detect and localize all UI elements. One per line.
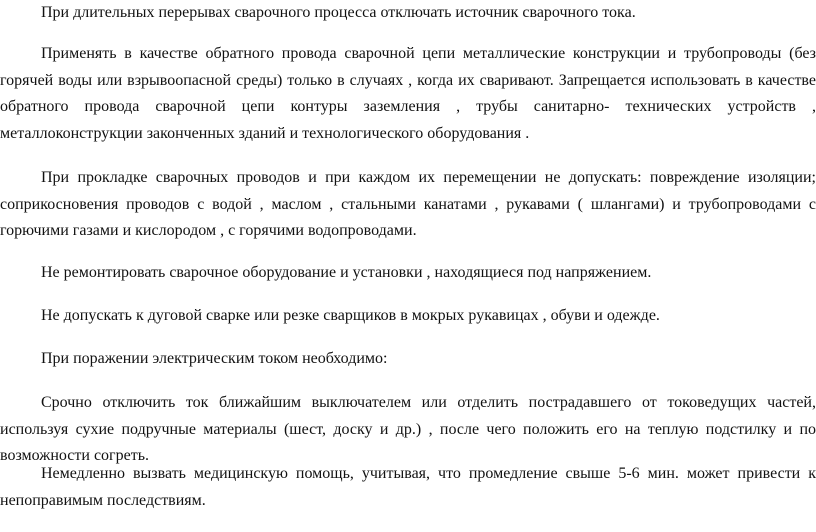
paragraph-call-medical-help: Немедленно вызвать медицинскую помощь, учитывая, что промедление свыше 5-6 мин. может привести к непоправимым последствиям.: [0, 465, 816, 509]
paragraph-disconnect-source: При длительных перерывах сварочного процесса отключать источник сварочного тока.: [41, 4, 636, 21]
paragraph-wire-laying: При прокладке сварочных проводов и при каждом их перемещении не допускать: повреждение изоляции; соприкосновения проводов с водой , маслом , стальными канатами , рукавами ( шлангами) и трубопроводами с горючими газами и кислородом , с горячими водопроводами.: [0, 169, 816, 239]
paragraph-electric-shock-heading: При поражении электрическим током необходимо:: [41, 350, 388, 367]
paragraph-disconnect-victim: Срочно отключить ток ближайшим выключателем или отделить пострадавшего от токоведущих частей, используя сухие подручные материалы (шест, доску и др.) , после чего положить его на теплую подстилку и по возможности согреть.: [0, 394, 816, 464]
paragraph-no-live-repair: Не ремонтировать сварочное оборудование и установки , находящиеся под напряжением.: [41, 264, 652, 281]
paragraph-wet-clothing: Не допускать к дуговой сварке или резке сварщиков в мокрых рукавицах , обуви и одежде.: [41, 307, 660, 324]
paragraph-return-wire: Применять в качестве обратного провода сварочной цепи металлические конструкции и трубопроводы (без горячей воды или взрывоопасной среды) только в случаях , когда их сваривают. Запрещается использовать в качестве обратного провода сварочной цепи контуры заземления , трубы санитарно- технических устройств , металлоконструкции законченных зданий и технологического оборудования .: [0, 45, 816, 142]
